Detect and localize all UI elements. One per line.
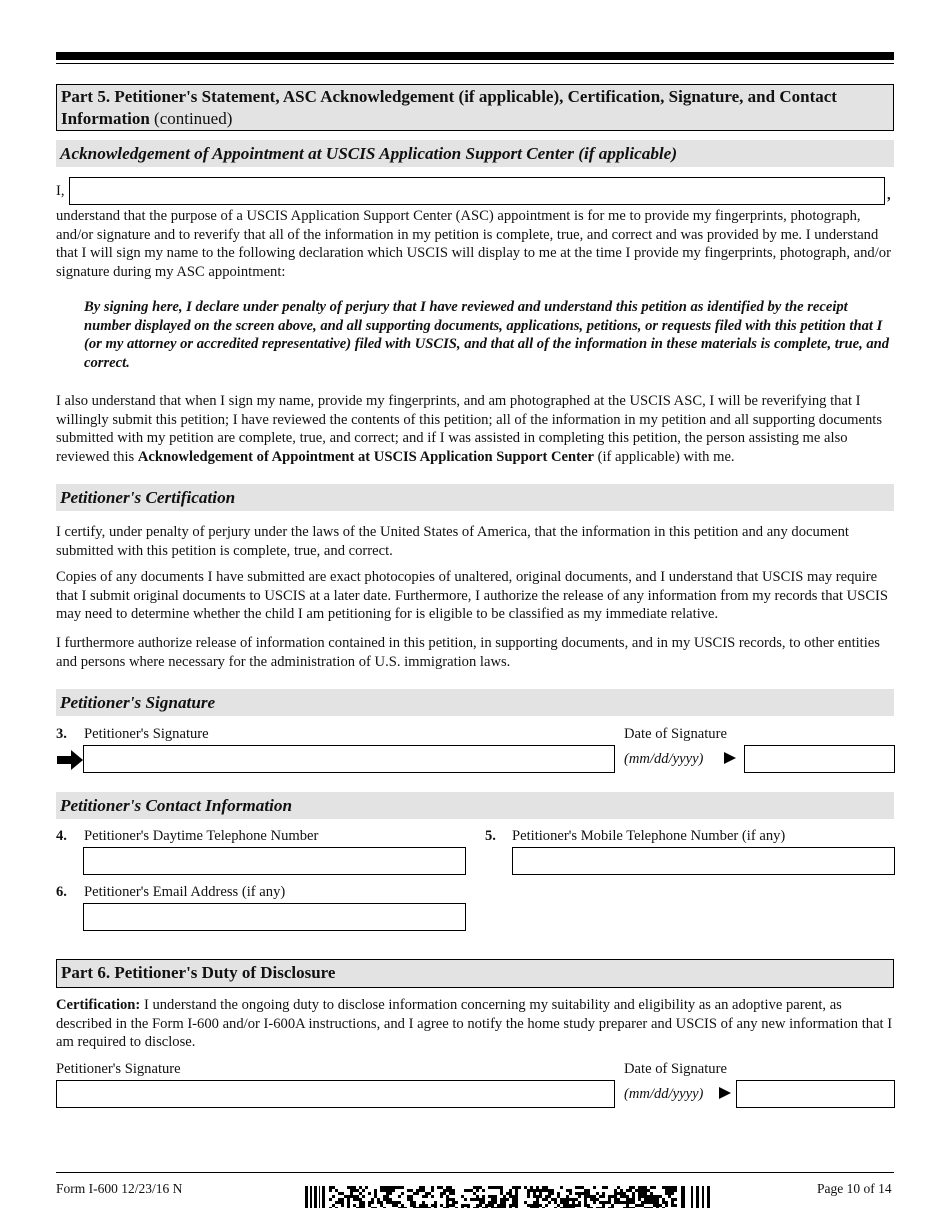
q5-number: 5. — [485, 828, 496, 844]
signature-date-format: (mm/dd/yyyy) — [624, 751, 704, 767]
ack-declaration: By signing here, I declare under penalty of perjury that I have reviewed and understand this petition as identified by the receipt number displayed on the screen above, and all supporting documents, applications, petitions, or requests filed with this petition that I (or my attorney or accredited representative) filed with USCIS, and that all of the information in these materials is complete, true, and correct. — [84, 299, 890, 371]
part6-signature-label: Petitioner's Signature — [56, 1061, 181, 1077]
ack-name-input[interactable] — [69, 177, 885, 205]
ack-heading: Acknowledgement of Appointment at USCIS Application Support Center (if applicable) — [56, 140, 894, 167]
part5-header — [56, 84, 894, 131]
certification-paragraph-3: I furthermore authorize release of information contained in this petition, in supporting documents, and in my USCIS records, to other entities and persons where necessary for the administration of U.S. immigration laws. — [56, 635, 880, 670]
part6-header: Part 6. Petitioner's Duty of Disclosure — [56, 959, 894, 988]
part6-date-pointer-icon — [719, 1087, 731, 1099]
contact-heading: Petitioner's Contact Information — [56, 792, 894, 819]
part6-cert-bold: Certification: — [56, 997, 141, 1013]
signature-item-number: 3. — [56, 726, 67, 742]
certification-paragraph-2: Copies of any documents I have submitted are exact photocopies of unaltered, original documents, and I understand that USCIS may require that I submit original documents to USCIS at a later date. Furthermore, I authorize the release of any information from my records that USCIS may need to determine whether the child I am petitioning for is eligible to be classified as my immediate relative. — [56, 569, 889, 622]
signature-label: Petitioner's Signature — [84, 726, 209, 742]
certification-paragraph-1: I certify, under penalty of perjury under the laws of the United States of America, that the information in this petition and any document submitted with this petition is complete, true, and correct. — [56, 524, 849, 559]
ack-paragraph-2 — [56, 392, 896, 466]
part6-date-label: Date of Signature — [624, 1061, 727, 1077]
footer-form-id: Form I-600 12/23/16 N — [56, 1181, 183, 1196]
part6-certification — [56, 996, 896, 1052]
q4-label: Petitioner's Daytime Telephone Number — [84, 828, 319, 844]
petitioner-signature-field[interactable] — [83, 745, 615, 773]
top-thin-rule — [56, 63, 894, 64]
email-input[interactable] — [83, 903, 466, 931]
certification-heading: Petitioner's Certification — [56, 484, 894, 511]
sign-here-arrow-icon — [57, 750, 83, 770]
signature-date-input[interactable] — [744, 745, 895, 773]
q4-number: 4. — [56, 828, 67, 844]
part6-date-format: (mm/dd/yyyy) — [624, 1086, 704, 1102]
signature-date-label: Date of Signature — [624, 726, 727, 742]
barcode-icon — [305, 1186, 711, 1208]
footer-rule — [56, 1172, 894, 1173]
daytime-phone-input[interactable] — [83, 847, 466, 875]
ack-paragraph-2-start: I also understand that when I sign my name, provide my fingerprints, and am photographed at the USCIS ASC, I will be reverifying that I willingly submit this petition; I have reviewed the contents of this petition; all of the information in my petition and all supporting documents submitted with my petition are complete, true, and correct; and if I was assisted in completing this petition, the person assisting me also reviewed this — [56, 393, 883, 465]
date-pointer-icon — [724, 752, 736, 764]
top-thick-rule — [56, 52, 894, 60]
ack-paragraph-1: understand that the purpose of a USCIS Application Support Center (ASC) appointment is for me to provide my fingerprints, photograph, and/or signature and to reverify that all of the information in my petition is complete, true, and correct and was provided by me. I understand that I will sign my name to the following declaration which USCIS will display to me at the time I provide my fingerprints, photograph, and/or signature during my ASC appointment: — [56, 208, 891, 280]
ack-paragraph-2-end: (if applicable) with me. — [593, 448, 735, 465]
ack-paragraph-2-bold: Acknowledgement of Appointment at USCIS Application Support Center — [137, 448, 594, 465]
part6-cert-text: I understand the ongoing duty to disclose information concerning my suitability and eligibility as an adoptive parent, as described in the Form I-600 and/or I-600A instructions, and I agree to notify the home study preparer and USCIS of any new information that I am required to disclose. — [56, 997, 893, 1050]
ack-i-prefix: I, — [56, 183, 65, 199]
signature-heading: Petitioner's Signature — [56, 689, 894, 716]
part6-signature-field[interactable] — [56, 1080, 615, 1108]
part6-date-input[interactable] — [736, 1080, 895, 1108]
part5-continued: (continued) — [154, 109, 233, 128]
footer-page-number: Page 10 of 14 — [817, 1181, 892, 1196]
ack-comma: , — [887, 187, 891, 203]
q6-label: Petitioner's Email Address (if any) — [84, 884, 286, 900]
part5-title: Part 5. Petitioner's Statement, ASC Acknowledgement (if applicable), Certification, Signature, and Contact Information — [61, 87, 837, 128]
q6-number: 6. — [56, 884, 67, 900]
mobile-phone-input[interactable] — [512, 847, 895, 875]
q5-label: Petitioner's Mobile Telephone Number (if any) — [512, 828, 786, 844]
